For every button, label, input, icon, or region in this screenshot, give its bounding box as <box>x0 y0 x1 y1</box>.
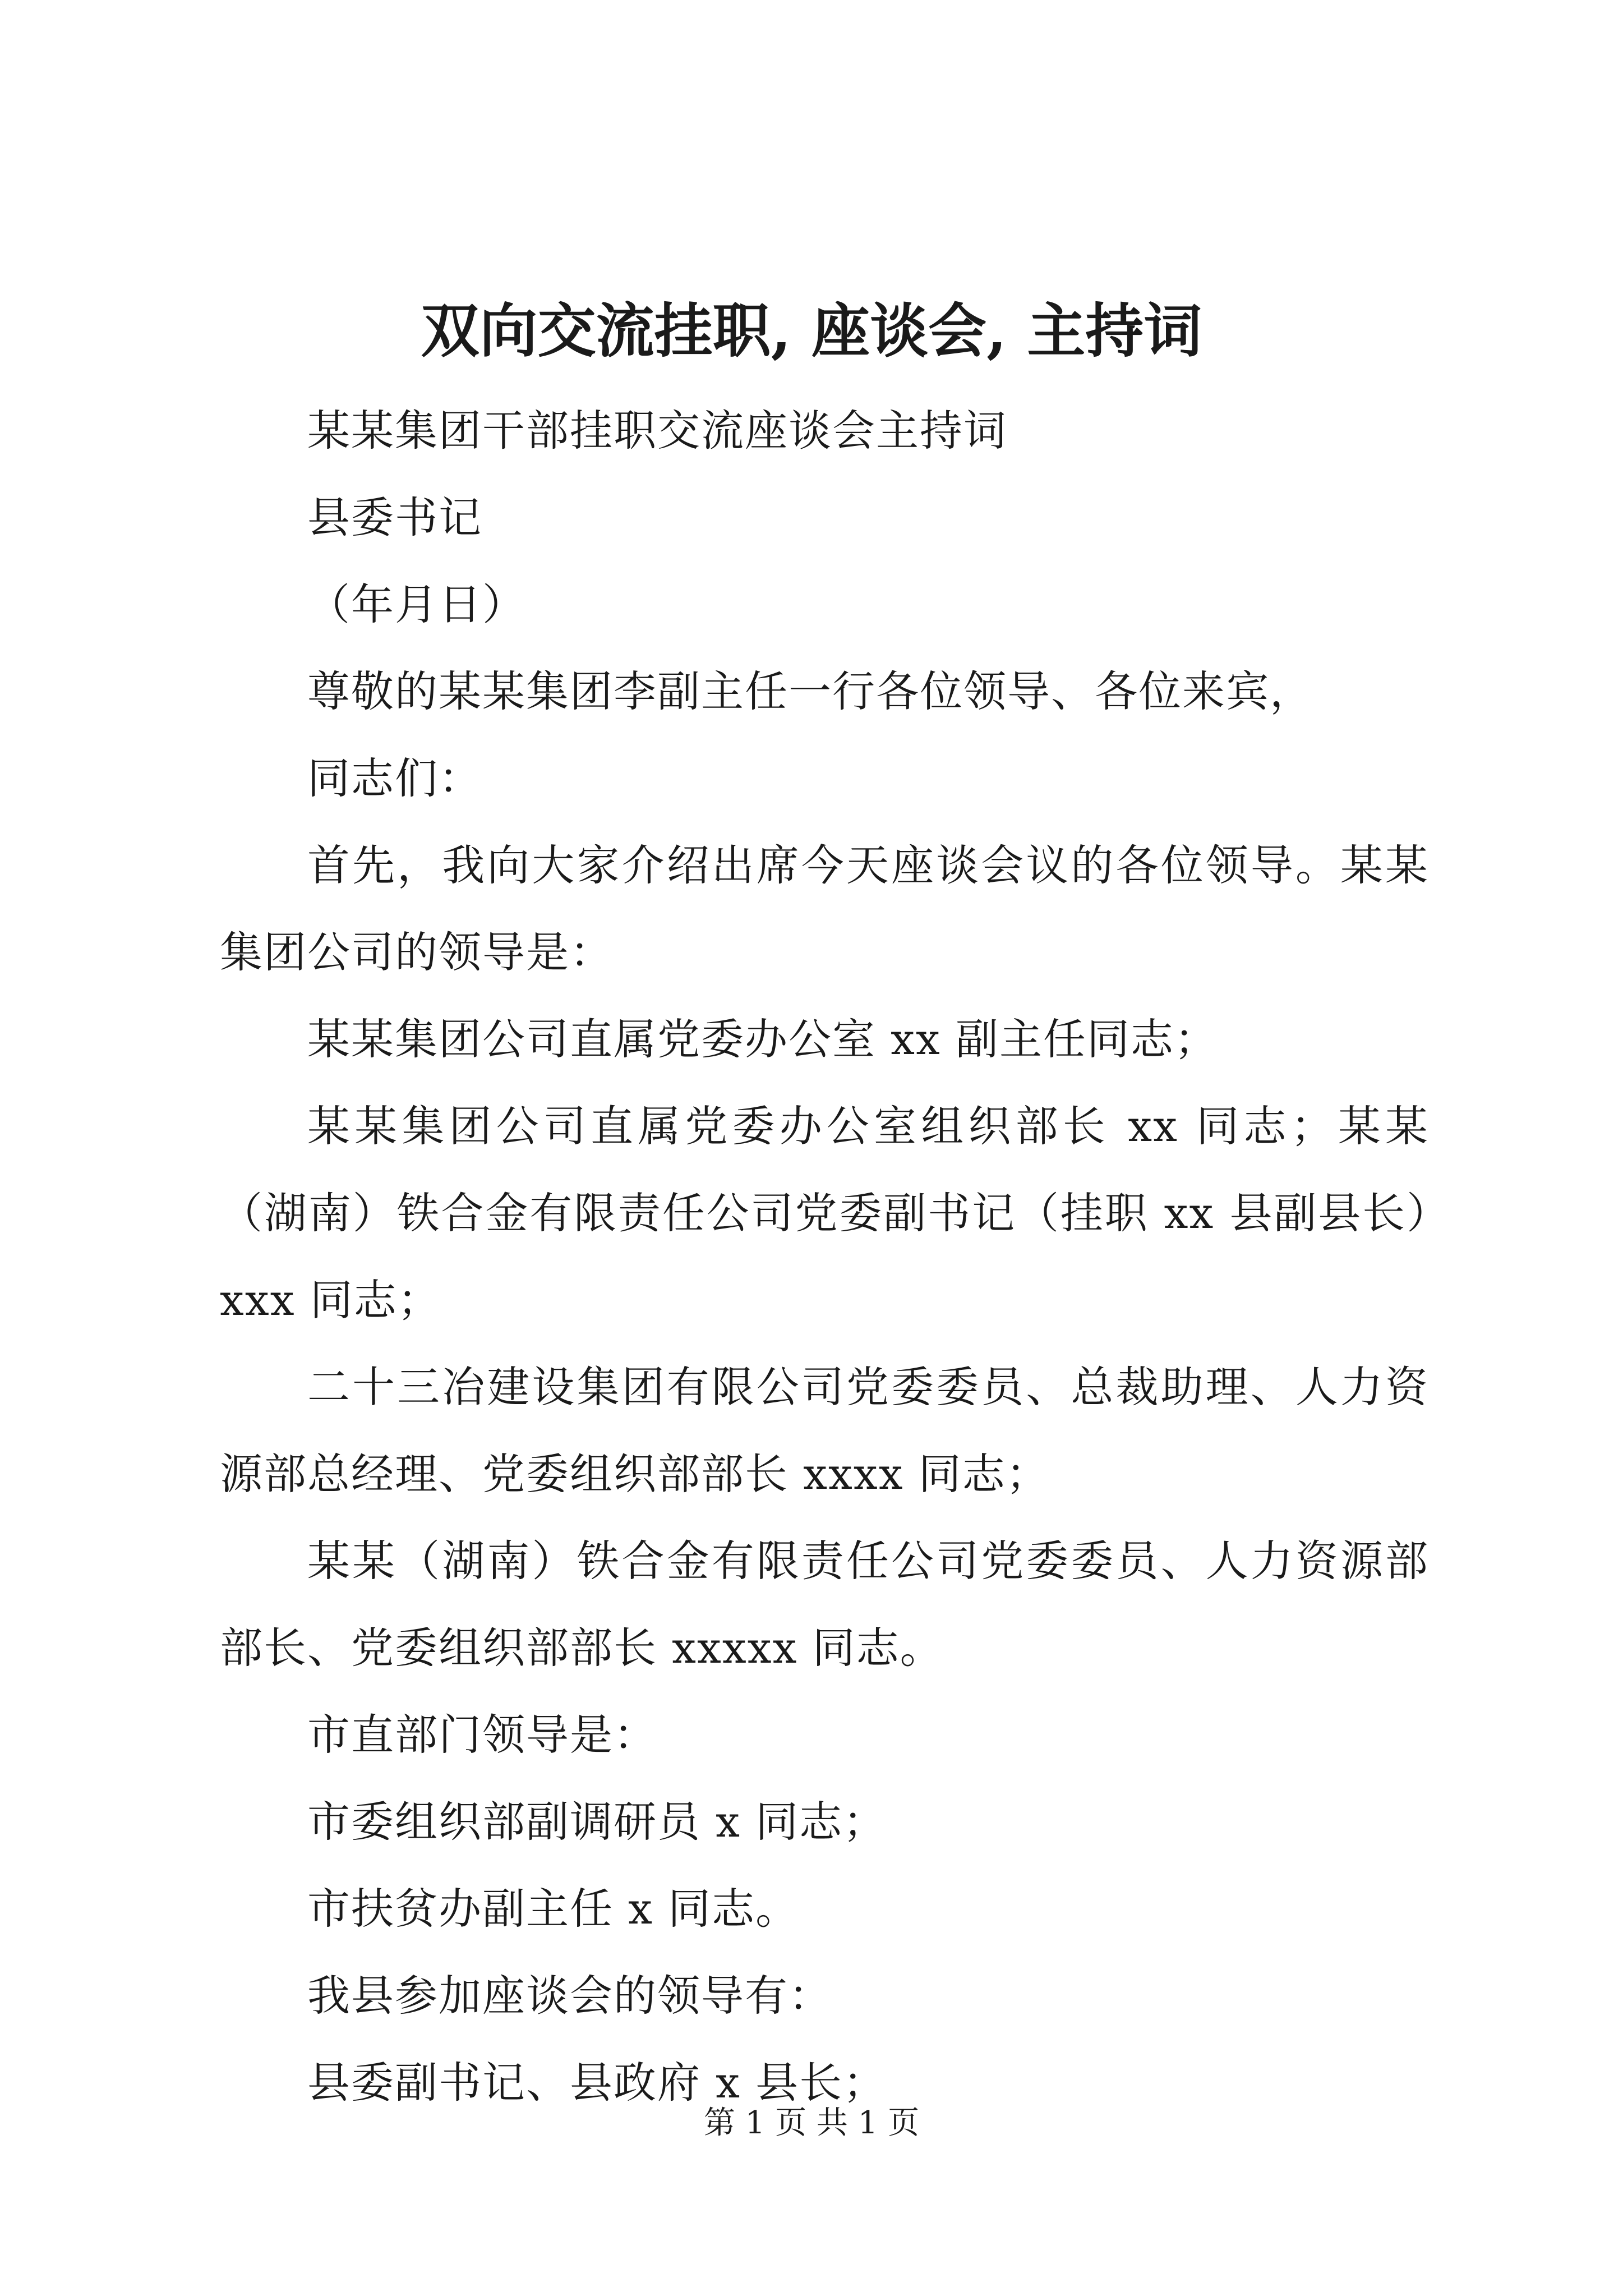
paragraph-leader-3: 二十三冶建设集团有限公司党委委员、总裁助理、人力资源部总经理、党委组织部部长 xxxx 同志； <box>220 1362 1429 1499</box>
paragraph-city-leaders: 市直部门领导是： <box>307 1710 657 1760</box>
paragraph-subtitle: 某某集团干部挂职交流座谈会主持词 <box>307 406 1007 455</box>
document-title: 双向交流挂职, 座谈会, 主持词 <box>421 296 1202 365</box>
paragraph-leader-4: 某某（湖南）铁合金有限责任公司党委委员、人力资源部部长、党委组织部部长 xxxxx 同志。 <box>220 1536 1429 1673</box>
document-body <box>220 387 1429 2126</box>
paragraph-intro: 首先，我向大家介绍出席今天座谈会议的各位领导。某某集团公司的领导是： <box>220 840 1429 977</box>
paragraph-city-leader-1: 市委组织部副调研员 x 同志； <box>307 1797 887 1847</box>
paragraph-leader-1: 某某集团公司直属党委办公室 xx 副主任同志； <box>307 1014 1219 1064</box>
paragraph-leader-2: 某某集团公司直属党委办公室组织部长 xx 同志；某某（湖南）铁合金有限责任公司党委副书记（挂职 xx 县副县长）xxx 同志； <box>220 1101 1429 1325</box>
paragraph-city-leader-2: 市扶贫办副主任 x 同志。 <box>307 1884 800 1934</box>
paragraph-county-leader-1: 县委副书记、县政府 x 县长； <box>307 2058 887 2108</box>
paragraph-county-leaders: 我县参加座谈会的领导有： <box>307 1971 832 2021</box>
paragraph-date: （年月日） <box>307 579 526 629</box>
paragraph-comrades: 同志们： <box>307 753 482 803</box>
paragraph-speaker: 县委书记 <box>307 493 482 542</box>
page-number-footer: 第 1 页 共 1 页 <box>703 2105 920 2141</box>
paragraph-salutation: 尊敬的某某集团李副主任一行各位领导、各位来宾， <box>307 666 1313 716</box>
